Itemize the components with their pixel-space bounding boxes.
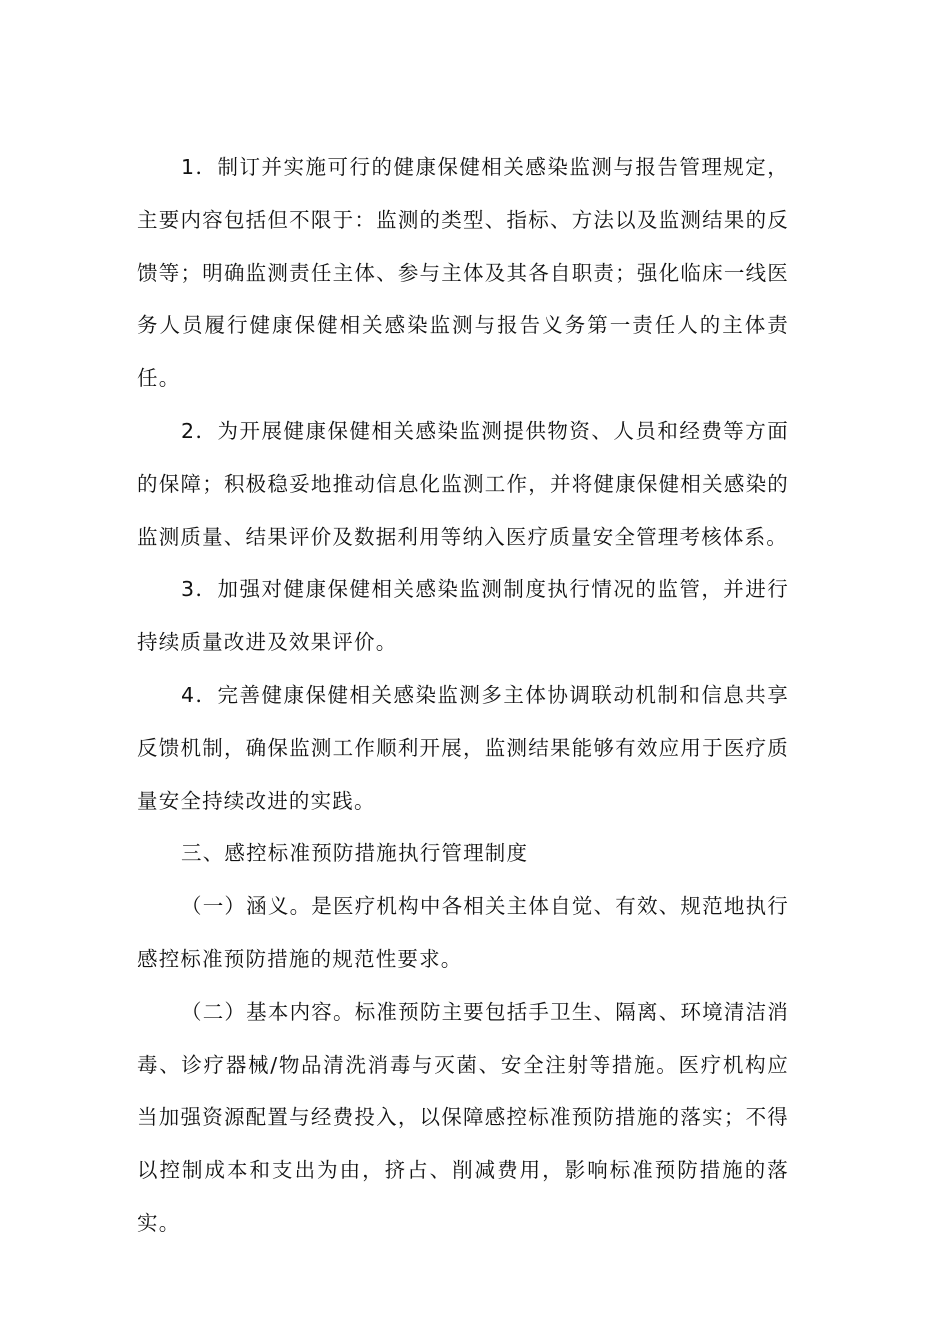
section-heading: 三、感控标准预防措施执行管理制度: [181, 841, 529, 866]
sub-paragraph-2: （二）基本内容。标准预防主要包括手卫生、隔离、环境清洁消毒、诊疗器械/物品清洗消毒与灭菌、安全注射等措施。医疗机构应当加强资源配置与经费投入，以保障感控标准预防措施的落实；不得以控制成本和支出为由，挤占、削减费用，影响标准预防措施的落实。: [137, 999, 789, 1235]
paragraph-item-3: 3．加强对健康保健相关感染监测制度执行情况的监管，并进行持续质量改进及效果评价。: [137, 577, 789, 655]
paragraph-item-2: 2．为开展健康保健相关感染监测提供物资、人员和经费等方面的保障；积极稳妥地推动信息化监测工作，并将健康保健相关感染的监测质量、结果评价及数据利用等纳入医疗质量安全管理考核体系。: [137, 418, 789, 549]
document-body: [137, 141, 789, 1250]
paragraph-item-1: 1．制订并实施可行的健康保健相关感染监测与报告管理规定，主要内容包括但不限于：监测的类型、指标、方法以及监测结果的反馈等；明确监测责任主体、参与主体及其各自职责；强化临床一线医务人员履行健康保健相关感染监测与报告义务第一责任人的主体责任。: [137, 155, 789, 391]
sub-paragraph-1: （一）涵义。是医疗机构中各相关主体自觉、有效、规范地执行感控标准预防措施的规范性要求。: [137, 894, 789, 971]
paragraph-item-4: 4．完善健康保健相关感染监测多主体协调联动机制和信息共享反馈机制，确保监测工作顺利开展，监测结果能够有效应用于医疗质量安全持续改进的实践。: [137, 682, 789, 813]
